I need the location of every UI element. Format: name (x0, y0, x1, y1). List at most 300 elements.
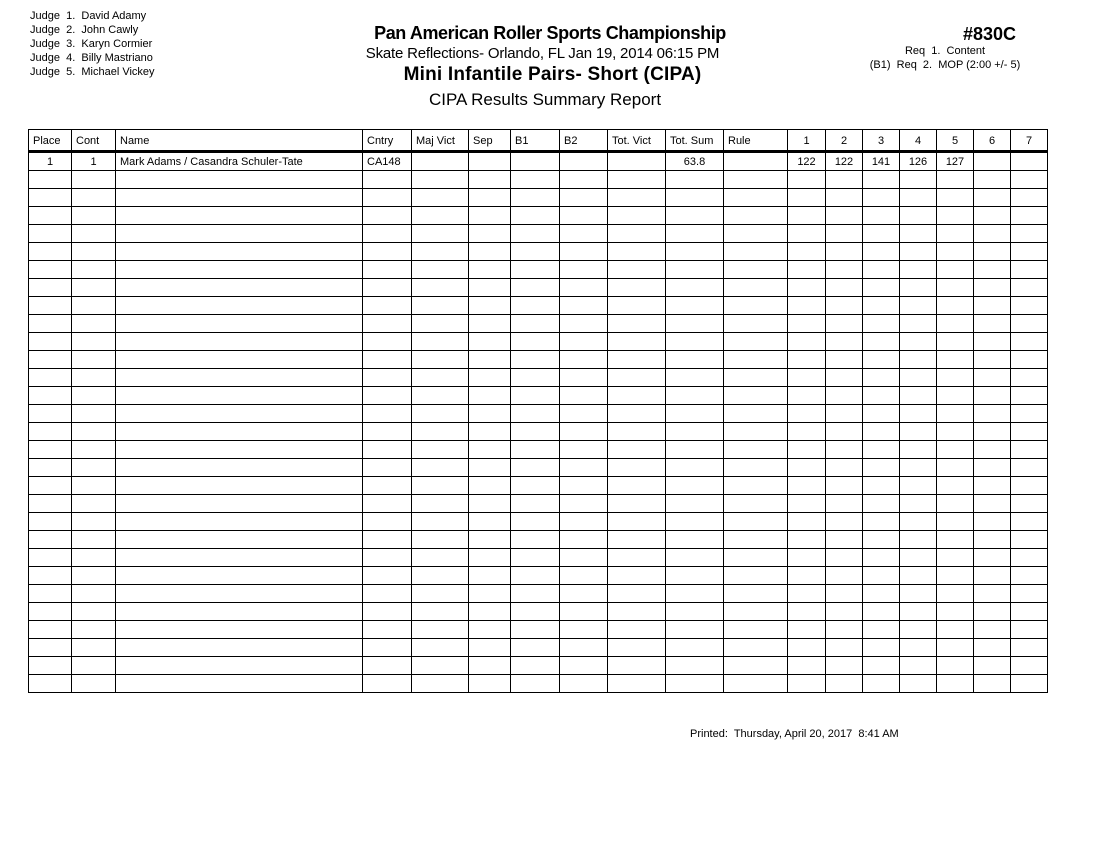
empty-cell (863, 459, 900, 477)
empty-cell (937, 423, 974, 441)
empty-cell (560, 675, 608, 693)
empty-cell (788, 657, 826, 675)
empty-cell (666, 621, 724, 639)
empty-cell (511, 207, 560, 225)
empty-cell (666, 207, 724, 225)
empty-cell (511, 477, 560, 495)
empty-cell (788, 261, 826, 279)
empty-cell (511, 225, 560, 243)
empty-table-row (29, 315, 1048, 333)
empty-cell (724, 603, 788, 621)
empty-cell (469, 585, 511, 603)
empty-cell (788, 423, 826, 441)
empty-cell (788, 315, 826, 333)
empty-table-row (29, 639, 1048, 657)
empty-cell (511, 459, 560, 477)
empty-cell (900, 621, 937, 639)
empty-cell (72, 675, 116, 693)
empty-cell (937, 369, 974, 387)
empty-cell (724, 189, 788, 207)
empty-cell (511, 603, 560, 621)
empty-cell (469, 657, 511, 675)
empty-cell (560, 531, 608, 549)
empty-cell (560, 477, 608, 495)
empty-cell (511, 621, 560, 639)
empty-cell (469, 675, 511, 693)
empty-cell (788, 531, 826, 549)
empty-cell (900, 459, 937, 477)
empty-cell (724, 207, 788, 225)
header-row (29, 130, 1048, 152)
cell-judge-2: 122 (826, 152, 863, 171)
empty-cell (724, 621, 788, 639)
empty-cell (29, 333, 72, 351)
empty-cell (511, 567, 560, 585)
empty-cell (937, 675, 974, 693)
empty-cell (116, 603, 363, 621)
empty-cell (72, 549, 116, 567)
empty-cell (666, 459, 724, 477)
empty-cell (29, 675, 72, 693)
col-judge-6: 6 (974, 130, 1011, 152)
empty-cell (29, 621, 72, 639)
empty-cell (937, 207, 974, 225)
empty-cell (29, 567, 72, 585)
empty-cell (412, 423, 469, 441)
empty-cell (1011, 207, 1048, 225)
cell-judge-1: 122 (788, 152, 826, 171)
empty-cell (788, 477, 826, 495)
empty-cell (363, 423, 412, 441)
empty-cell (608, 243, 666, 261)
empty-cell (412, 459, 469, 477)
empty-table-row (29, 585, 1048, 603)
empty-cell (937, 495, 974, 513)
empty-cell (826, 567, 863, 585)
col-judge-7: 7 (1011, 130, 1048, 152)
empty-cell (937, 585, 974, 603)
empty-cell (863, 225, 900, 243)
empty-cell (560, 351, 608, 369)
empty-cell (863, 297, 900, 315)
empty-cell (974, 459, 1011, 477)
empty-cell (826, 387, 863, 405)
empty-cell (469, 225, 511, 243)
empty-cell (72, 405, 116, 423)
empty-cell (560, 513, 608, 531)
empty-cell (666, 297, 724, 315)
empty-cell (608, 513, 666, 531)
results-table (28, 129, 1048, 693)
col-name: Name (116, 130, 363, 152)
empty-cell (29, 225, 72, 243)
empty-cell (560, 441, 608, 459)
empty-cell (937, 297, 974, 315)
empty-cell (863, 279, 900, 297)
empty-cell (788, 567, 826, 585)
empty-cell (666, 657, 724, 675)
cell-tot-sum: 63.8 (666, 152, 724, 171)
col-tot-vict: Tot. Vict (608, 130, 666, 152)
empty-cell (363, 207, 412, 225)
empty-cell (29, 171, 72, 189)
empty-cell (72, 387, 116, 405)
empty-cell (1011, 369, 1048, 387)
empty-cell (788, 225, 826, 243)
empty-cell (72, 441, 116, 459)
empty-cell (900, 423, 937, 441)
empty-cell (900, 549, 937, 567)
empty-cell (937, 531, 974, 549)
empty-cell (412, 243, 469, 261)
empty-cell (412, 675, 469, 693)
empty-cell (608, 495, 666, 513)
empty-cell (469, 333, 511, 351)
empty-cell (974, 567, 1011, 585)
empty-cell (469, 351, 511, 369)
empty-cell (1011, 639, 1048, 657)
empty-cell (608, 171, 666, 189)
empty-cell (469, 603, 511, 621)
cell-judge-3: 141 (863, 152, 900, 171)
empty-cell (826, 171, 863, 189)
empty-cell (363, 315, 412, 333)
cell-rule (724, 152, 788, 171)
empty-cell (560, 639, 608, 657)
empty-cell (363, 261, 412, 279)
empty-cell (863, 207, 900, 225)
cell-b2 (560, 152, 608, 171)
empty-cell (469, 477, 511, 495)
venue-line: Skate Reflections- Orlando, FL Jan 19, 2014 06:15 PM (365, 45, 720, 62)
empty-table-row (29, 567, 1048, 585)
empty-cell (666, 531, 724, 549)
empty-cell (72, 279, 116, 297)
empty-cell (72, 207, 116, 225)
empty-cell (608, 657, 666, 675)
empty-cell (511, 243, 560, 261)
empty-cell (666, 513, 724, 531)
empty-table-row (29, 351, 1048, 369)
empty-cell (666, 369, 724, 387)
col-cont: Cont (72, 130, 116, 152)
empty-cell (29, 297, 72, 315)
empty-cell (412, 297, 469, 315)
empty-cell (788, 513, 826, 531)
empty-cell (560, 585, 608, 603)
empty-cell (724, 495, 788, 513)
empty-table-row (29, 459, 1048, 477)
empty-cell (363, 405, 412, 423)
empty-cell (1011, 387, 1048, 405)
empty-cell (863, 477, 900, 495)
empty-cell (788, 639, 826, 657)
empty-cell (863, 531, 900, 549)
col-judge-2: 2 (826, 130, 863, 152)
empty-cell (900, 387, 937, 405)
empty-cell (29, 351, 72, 369)
empty-cell (72, 531, 116, 549)
empty-cell (826, 297, 863, 315)
empty-cell (788, 297, 826, 315)
empty-cell (29, 189, 72, 207)
empty-cell (72, 351, 116, 369)
empty-cell (116, 477, 363, 495)
empty-cell (469, 567, 511, 585)
table-row (29, 152, 1048, 171)
empty-cell (608, 189, 666, 207)
empty-cell (974, 441, 1011, 459)
empty-cell (560, 387, 608, 405)
empty-cell (724, 387, 788, 405)
empty-cell (724, 441, 788, 459)
empty-cell (863, 261, 900, 279)
empty-cell (1011, 621, 1048, 639)
empty-cell (363, 675, 412, 693)
empty-cell (1011, 441, 1048, 459)
empty-cell (511, 261, 560, 279)
empty-table-row (29, 387, 1048, 405)
empty-cell (1011, 675, 1048, 693)
empty-cell (511, 423, 560, 441)
empty-cell (900, 171, 937, 189)
empty-cell (900, 585, 937, 603)
judges-list (30, 9, 155, 79)
empty-cell (72, 333, 116, 351)
empty-cell (937, 243, 974, 261)
empty-cell (560, 297, 608, 315)
empty-cell (724, 261, 788, 279)
empty-cell (511, 405, 560, 423)
empty-cell (900, 225, 937, 243)
empty-cell (974, 549, 1011, 567)
empty-cell (900, 603, 937, 621)
empty-cell (826, 189, 863, 207)
empty-cell (560, 225, 608, 243)
empty-cell (974, 639, 1011, 657)
empty-cell (900, 207, 937, 225)
empty-cell (788, 441, 826, 459)
empty-cell (608, 261, 666, 279)
empty-cell (469, 531, 511, 549)
empty-cell (412, 441, 469, 459)
empty-cell (511, 315, 560, 333)
empty-cell (724, 333, 788, 351)
empty-cell (863, 423, 900, 441)
empty-table-row (29, 531, 1048, 549)
empty-cell (412, 585, 469, 603)
empty-cell (412, 369, 469, 387)
empty-cell (469, 459, 511, 477)
empty-cell (608, 225, 666, 243)
col-judge-1: 1 (788, 130, 826, 152)
empty-cell (608, 531, 666, 549)
empty-cell (974, 297, 1011, 315)
empty-cell (412, 603, 469, 621)
empty-cell (363, 567, 412, 585)
empty-cell (116, 189, 363, 207)
empty-cell (363, 549, 412, 567)
empty-cell (1011, 297, 1048, 315)
empty-cell (937, 315, 974, 333)
empty-cell (974, 207, 1011, 225)
empty-cell (900, 189, 937, 207)
empty-cell (900, 405, 937, 423)
empty-cell (608, 621, 666, 639)
empty-cell (560, 261, 608, 279)
empty-cell (826, 405, 863, 423)
empty-cell (363, 333, 412, 351)
empty-cell (560, 423, 608, 441)
empty-cell (412, 225, 469, 243)
empty-cell (72, 477, 116, 495)
empty-cell (1011, 585, 1048, 603)
empty-cell (608, 603, 666, 621)
empty-cell (608, 405, 666, 423)
empty-cell (974, 351, 1011, 369)
empty-cell (900, 369, 937, 387)
empty-cell (788, 387, 826, 405)
empty-cell (724, 279, 788, 297)
empty-cell (724, 531, 788, 549)
empty-table-row (29, 621, 1048, 639)
empty-cell (608, 351, 666, 369)
empty-cell (469, 171, 511, 189)
cell-judge-6 (974, 152, 1011, 171)
empty-cell (608, 315, 666, 333)
empty-cell (469, 423, 511, 441)
empty-cell (974, 189, 1011, 207)
empty-table-row (29, 423, 1048, 441)
empty-cell (974, 387, 1011, 405)
empty-cell (412, 657, 469, 675)
empty-cell (974, 279, 1011, 297)
empty-cell (974, 675, 1011, 693)
empty-cell (826, 423, 863, 441)
col-sep: Sep (469, 130, 511, 152)
empty-cell (724, 459, 788, 477)
empty-cell (116, 423, 363, 441)
empty-cell (469, 207, 511, 225)
empty-cell (937, 333, 974, 351)
empty-cell (974, 171, 1011, 189)
empty-cell (724, 567, 788, 585)
empty-cell (29, 639, 72, 657)
empty-cell (511, 639, 560, 657)
empty-cell (116, 513, 363, 531)
empty-cell (724, 171, 788, 189)
empty-table-row (29, 369, 1048, 387)
empty-cell (469, 441, 511, 459)
empty-cell (608, 585, 666, 603)
col-judge-3: 3 (863, 130, 900, 152)
empty-cell (116, 315, 363, 333)
empty-table-row (29, 549, 1048, 567)
empty-cell (900, 243, 937, 261)
empty-cell (116, 369, 363, 387)
empty-cell (72, 315, 116, 333)
cell-judge-4: 126 (900, 152, 937, 171)
empty-cell (724, 639, 788, 657)
empty-cell (29, 279, 72, 297)
empty-cell (900, 297, 937, 315)
empty-cell (1011, 531, 1048, 549)
empty-cell (974, 621, 1011, 639)
empty-cell (29, 387, 72, 405)
empty-cell (469, 261, 511, 279)
empty-table-row (29, 171, 1048, 189)
empty-table-row (29, 603, 1048, 621)
empty-cell (974, 657, 1011, 675)
empty-cell (826, 351, 863, 369)
empty-cell (560, 459, 608, 477)
cell-judge-5: 127 (937, 152, 974, 171)
empty-cell (608, 459, 666, 477)
empty-cell (363, 351, 412, 369)
empty-cell (560, 369, 608, 387)
empty-table-row (29, 675, 1048, 693)
empty-cell (724, 369, 788, 387)
empty-cell (900, 657, 937, 675)
empty-cell (788, 369, 826, 387)
empty-cell (412, 207, 469, 225)
empty-cell (116, 531, 363, 549)
empty-cell (826, 675, 863, 693)
empty-cell (900, 333, 937, 351)
empty-cell (937, 441, 974, 459)
empty-cell (974, 315, 1011, 333)
empty-cell (974, 225, 1011, 243)
empty-cell (116, 207, 363, 225)
empty-cell (724, 225, 788, 243)
empty-cell (116, 261, 363, 279)
empty-cell (116, 333, 363, 351)
empty-cell (1011, 405, 1048, 423)
empty-cell (724, 549, 788, 567)
empty-cell (116, 405, 363, 423)
empty-cell (788, 549, 826, 567)
empty-cell (72, 603, 116, 621)
empty-cell (72, 297, 116, 315)
empty-cell (937, 387, 974, 405)
empty-cell (511, 657, 560, 675)
empty-cell (560, 189, 608, 207)
empty-cell (826, 333, 863, 351)
empty-cell (826, 441, 863, 459)
empty-cell (412, 405, 469, 423)
empty-cell (363, 297, 412, 315)
empty-cell (412, 315, 469, 333)
empty-cell (72, 585, 116, 603)
empty-cell (560, 333, 608, 351)
empty-cell (937, 567, 974, 585)
empty-cell (72, 423, 116, 441)
empty-cell (863, 639, 900, 657)
requirements (850, 44, 1040, 72)
empty-cell (29, 315, 72, 333)
empty-cell (363, 603, 412, 621)
empty-cell (788, 333, 826, 351)
col-place: Place (29, 130, 72, 152)
empty-cell (666, 675, 724, 693)
empty-cell (1011, 567, 1048, 585)
empty-cell (1011, 243, 1048, 261)
empty-table-row (29, 243, 1048, 261)
empty-cell (937, 459, 974, 477)
empty-cell (29, 549, 72, 567)
empty-cell (666, 387, 724, 405)
empty-cell (863, 567, 900, 585)
